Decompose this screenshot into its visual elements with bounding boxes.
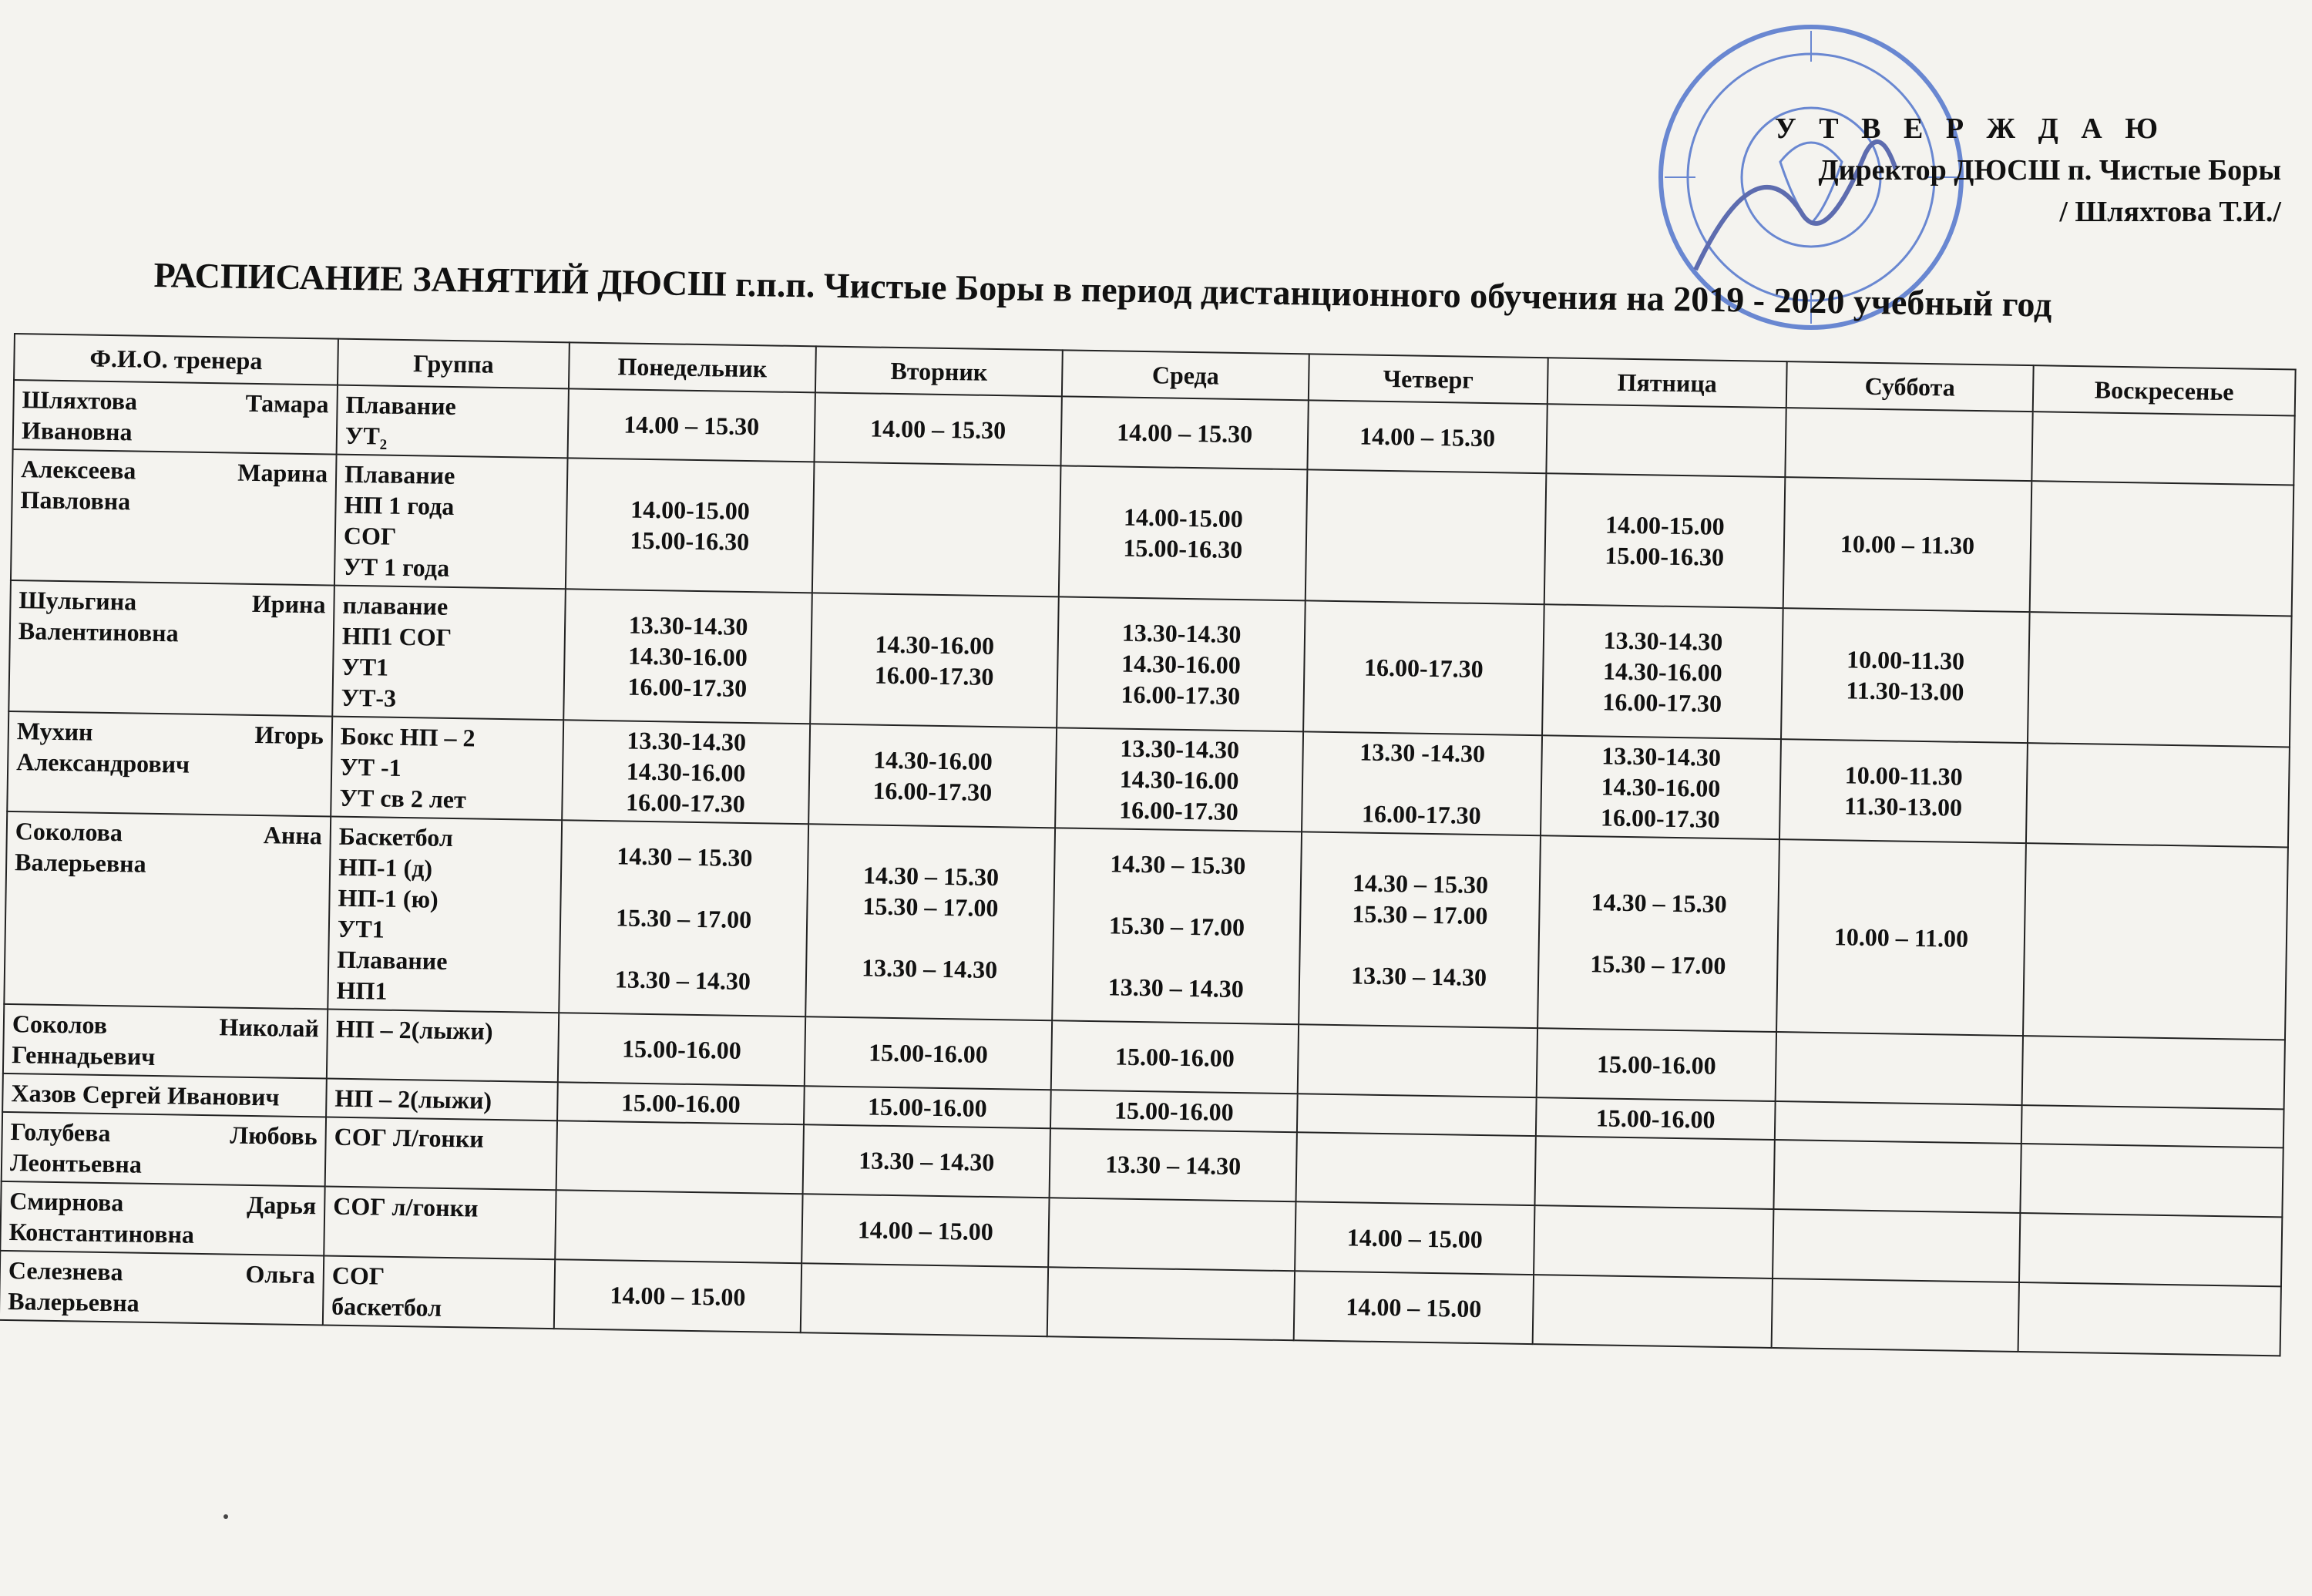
header-saturday: Суббота [1786,361,2034,412]
time-cell-monday: 13.30-14.30 14.30-16.00 16.00-17.30 [562,720,810,824]
trainer-name: Соколов Николай Геннадьевич [3,1004,328,1079]
trainer-name: Алексеева Марина Павловна [11,449,337,586]
time-cell-monday: 14.00-15.00 15.00-16.30 [566,458,815,593]
time-cell-monday [556,1121,804,1194]
trainer-name: Соколова Анна Валерьевна [4,811,331,1010]
trainer-name: Шляхтова Тамара Ивановна [13,380,338,455]
trainer-name: Шульгина Ирина Валентиновна [8,580,334,717]
time-cell-tuesday: 13.30 – 14.30 [803,1124,1050,1198]
time-cell-sunday [2026,743,2290,847]
header-thursday: Четверг [1309,354,1548,404]
time-cell-wednesday: 13.30-14.30 14.30-16.00 16.00-17.30 [1057,596,1306,731]
time-cell-saturday: 10.00 – 11.00 [1776,839,2026,1036]
group-line: УТ₂ [344,421,388,450]
group-line: СОГ Л/гонки [334,1122,485,1153]
group-line: Плавание [345,390,457,421]
header-sunday: Воскресенье [2033,365,2296,415]
time-cell-tuesday: 14.30-16.00 16.00-17.30 [808,724,1057,828]
time-cell-thursday [1306,469,1547,604]
time-cell-thursday: 14.00 – 15.00 [1295,1201,1534,1275]
time-cell-sunday [2023,843,2288,1040]
time-cell-saturday: 10.00-11.30 11.30-13.00 [1781,608,2030,743]
time-cell-tuesday: 15.00-16.00 [805,1016,1052,1090]
time-cell-friday [1534,1136,1774,1209]
trainer-name: Селезнева Ольга Валерьевна [0,1251,324,1326]
time-cell-thursday: 14.30 – 15.30 15.30 – 17.00 13.30 – 14.30 [1299,832,1541,1028]
time-cell-friday: 14.00-15.00 15.00-16.30 [1544,473,1786,608]
trainer-name: Хазов Сергей Иванович [2,1074,327,1117]
group-line: НП1 [336,976,388,1005]
time-cell-sunday [2031,412,2294,485]
group-cell [327,1010,559,1083]
time-cell-thursday [1297,1094,1537,1136]
group-line: НП – 2(лыжи) [335,1014,493,1045]
group-cell [325,1117,557,1190]
time-cell-thursday [1295,1132,1535,1205]
group-line: СОГ л/гонки [332,1191,479,1222]
time-cell-saturday [1785,408,2032,481]
header-monday: Понедельник [569,342,816,392]
time-cell-thursday: 14.00 – 15.00 [1294,1271,1534,1344]
time-cell-friday: 15.00-16.00 [1537,1028,1776,1101]
schedule-body [0,380,2295,1356]
group-line: Баскетбол [338,822,454,852]
time-cell-sunday [2030,481,2294,616]
group-cell [326,1078,558,1121]
time-cell-monday: 14.00 – 15.00 [554,1259,801,1332]
group-line: УТ -1 [339,752,402,781]
time-cell-friday [1546,404,1786,477]
time-cell-sunday [2019,1213,2282,1286]
time-cell-sunday [2018,1282,2281,1356]
time-cell-thursday [1298,1024,1537,1097]
group-cell [332,586,566,721]
group-cell [331,717,563,821]
group-cell [323,1255,555,1329]
group-line: НП 1 года [344,490,455,520]
time-cell-tuesday: 14.30 – 15.30 15.30 – 17.00 13.30 – 14.30 [805,824,1055,1020]
time-cell-monday: 15.00-16.00 [558,1013,805,1086]
trainer-name: Голубева Любовь Леонтьевна [2,1112,326,1187]
time-cell-sunday [2020,1144,2283,1217]
time-cell-friday [1534,1205,1773,1278]
time-cell-monday: 13.30-14.30 14.30-16.00 16.00-17.30 [563,589,812,724]
group-cell [337,385,569,459]
time-cell-monday [555,1190,802,1263]
time-cell-thursday: 13.30 -14.30 16.00-17.30 [1302,731,1542,835]
header-group: Группа [338,339,570,389]
group-line: Плавание [344,459,455,490]
time-cell-tuesday: 14.00 – 15.30 [814,392,1061,465]
group-line: НП – 2(лыжи) [334,1084,492,1114]
time-cell-wednesday: 14.00 – 15.30 [1060,396,1308,469]
approval-heading: У Т В Е Р Ж Д А Ю [1774,113,2166,145]
time-cell-wednesday: 15.00-16.00 [1051,1020,1299,1094]
time-cell-wednesday [1047,1267,1295,1340]
trainer-name: Смирнова Дарья Константиновна [0,1181,324,1256]
time-cell-friday: 13.30-14.30 14.30-16.00 16.00-17.30 [1542,604,1783,739]
time-cell-wednesday: 13.30-14.30 14.30-16.00 16.00-17.30 [1055,727,1303,832]
time-cell-sunday [2028,612,2292,747]
time-cell-friday: 15.00-16.00 [1536,1097,1776,1140]
approval-director: Директор ДЮСШ п. Чистые Боры [1818,154,2281,186]
group-cell [328,817,562,1013]
group-line: СОГ [331,1261,385,1290]
time-cell-wednesday: 13.30 – 14.30 [1050,1128,1297,1201]
time-cell-thursday: 14.00 – 15.30 [1307,400,1547,473]
group-line: плавание [342,590,449,620]
time-cell-saturday [1772,1278,2019,1352]
scan-speck [223,1514,228,1519]
time-cell-saturday: 10.00-11.30 11.30-13.00 [1779,739,2028,843]
time-cell-tuesday: 14.00 – 15.00 [801,1194,1049,1267]
time-cell-wednesday [1048,1198,1295,1271]
time-cell-wednesday: 14.00-15.00 15.00-16.30 [1059,465,1308,600]
group-line: НП-1 (д) [338,852,433,882]
time-cell-wednesday: 15.00-16.00 [1050,1090,1298,1132]
time-cell-saturday [1775,1101,2022,1144]
time-cell-tuesday [801,1263,1048,1336]
group-cell [334,455,568,590]
time-cell-saturday: 10.00 – 11.30 [1783,477,2032,612]
time-cell-monday: 14.00 – 15.30 [568,388,815,462]
group-line: НП1 СОГ [341,621,452,651]
time-cell-tuesday: 15.00-16.00 [804,1086,1051,1128]
group-line: УТ 1 года [343,552,450,582]
header-trainer: Ф.И.О. тренера [14,334,338,385]
time-cell-thursday: 16.00-17.30 [1303,600,1544,735]
group-line: Бокс НП – 2 [340,721,476,752]
header-friday: Пятница [1547,358,1787,408]
group-line: УТ-3 [341,683,397,712]
time-cell-sunday [2022,1036,2285,1109]
time-cell-friday: 14.30 – 15.30 15.30 – 17.00 [1537,835,1779,1032]
approval-signature-name: / Шляхтова Т.И./ [2059,196,2281,228]
group-line: баскетбол [331,1292,442,1322]
time-cell-friday: 13.30-14.30 14.30-16.00 16.00-17.30 [1541,735,1781,839]
header-tuesday: Вторник [815,346,1063,396]
time-cell-tuesday: 14.30-16.00 16.00-17.30 [810,593,1059,727]
group-line: СОГ [343,521,397,550]
time-cell-wednesday: 14.30 – 15.30 15.30 – 17.00 13.30 – 14.30 [1052,828,1302,1024]
group-line: УТ св 2 лет [339,783,467,814]
group-line: УТ1 [341,652,389,681]
group-cell [324,1186,556,1259]
time-cell-tuesday [812,462,1061,596]
group-line: Плавание [337,945,448,975]
time-cell-saturday [1776,1032,2023,1105]
trainer-name: Мухин Игорь Александрович [7,711,332,817]
header-wednesday: Среда [1062,350,1309,400]
time-cell-friday [1533,1275,1773,1348]
schedule-table [0,333,2297,1356]
group-line: НП-1 (ю) [338,883,439,913]
time-cell-monday: 14.30 – 15.30 15.30 – 17.00 13.30 – 14.30 [559,820,808,1016]
time-cell-sunday [2021,1105,2284,1147]
time-cell-saturday [1773,1209,2020,1282]
page-title: РАСПИСАНИЕ ЗАНЯТИЙ ДЮСШ г.п.п. Чистые Боры в период дистанционного обучения на 2019 - 2020 учебный год [153,254,2052,324]
approval-block [1680,108,2281,233]
group-line: УТ1 [337,914,385,943]
table-row [4,811,2288,1040]
time-cell-monday: 15.00-16.00 [557,1082,805,1124]
time-cell-saturday [1773,1140,2021,1213]
